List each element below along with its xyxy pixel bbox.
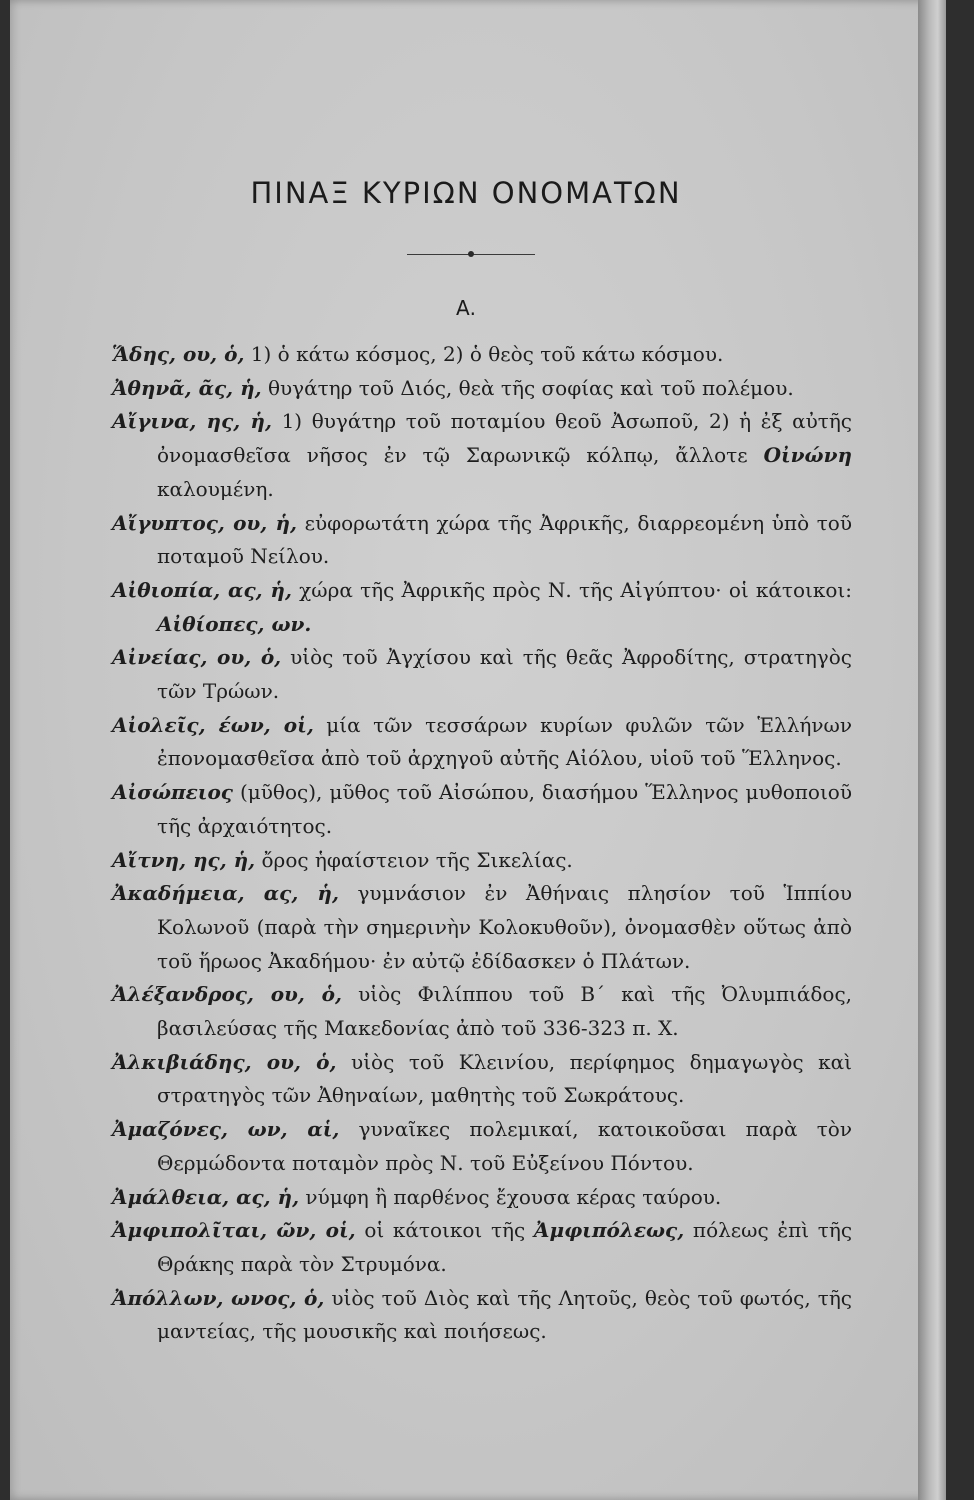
index-entry bbox=[112, 1214, 852, 1281]
entry-headword: Ἀλκιβιάδης, ου, ὁ, bbox=[112, 1049, 337, 1074]
entry-headword: Ἀμφιπολῖται, ῶν, οἱ, bbox=[112, 1218, 356, 1243]
entry-text: υἱὸς Φιλίππου τοῦ Β΄ καὶ τῆς Ὀλυμπιάδος, βασιλεύσας τῆς Μακεδονίας ἀπὸ τοῦ 336-323 π. Χ. bbox=[157, 982, 852, 1041]
entry-headword: Αἴγινα, ης, ἡ, bbox=[112, 409, 272, 434]
index-entry bbox=[112, 1181, 852, 1215]
entry-text: (μῦθος), μῦθος τοῦ Αἰσώπου, διασήμου Ἕλληνος μυθοποιοῦ τῆς ἀρχαιότητος. bbox=[157, 780, 853, 838]
entry-headword: Ἀλέξανδρος, ου, ὁ, bbox=[112, 982, 342, 1007]
entry-headword: Ἀθηνᾶ, ᾶς, ἡ, bbox=[112, 375, 262, 400]
entry-text-cont: πόλεως ἐπὶ τῆς Θράκης παρὰ τὸν Στρυμόνα. bbox=[157, 1218, 853, 1276]
entry-text: εὐφορωτάτη χώρα τῆς Ἀφρικῆς, διαρρεομένη ὑπὸ τοῦ ποταμοῦ Νείλου. bbox=[157, 510, 852, 569]
page-title: ΠΙΝΑΞ ΚΥΡΙΩΝ ΟΝΟΜΑΤΩΝ bbox=[250, 176, 682, 210]
index-entry bbox=[112, 844, 852, 878]
entry-text: υἱὸς τοῦ Ἀγχίσου καὶ τῆς θεᾶς Ἀφροδίτης, στρατηγὸς τῶν Τρώων. bbox=[157, 645, 852, 704]
entry-text: 1) θυγάτηρ τοῦ ποταμίου θεοῦ Ἀσωποῦ, 2) ἡ ἐξ αὐτῆς ὀνομασθεῖσα νῆσος ἐν τῷ Σαρωνικῷ κόλπῳ, ἄλλοτε bbox=[157, 409, 853, 468]
entry-text: μία τῶν τεσσάρων κυρίων φυλῶν τῶν Ἑλλήνων ἐπονομασθεῖσα ἀπὸ τοῦ ἀρχηγοῦ αὐτῆς Αἰόλου, υἱοῦ τοῦ Ἕλληνος. bbox=[157, 712, 853, 771]
entry-headword: Αἰσώπειος bbox=[112, 780, 233, 805]
index-entry bbox=[112, 1113, 852, 1180]
entry-text: υἱὸς τοῦ Διὸς καὶ τῆς Λητοῦς, θεὸς τοῦ φωτός, τῆς μαντείας, τῆς μουσικῆς καὶ ποιήσεως. bbox=[157, 1285, 852, 1344]
index-entry bbox=[112, 507, 852, 574]
entry-bold-name: Ἀμφιπόλεως, bbox=[533, 1218, 685, 1243]
index-entry bbox=[112, 776, 852, 843]
index-entry bbox=[112, 1046, 852, 1113]
index-entry bbox=[112, 641, 852, 708]
index-entry bbox=[112, 405, 852, 506]
section-letter: Α. bbox=[455, 296, 477, 320]
index-entry bbox=[112, 877, 852, 978]
entry-bold-name: Οἰνώνη bbox=[763, 443, 853, 468]
entry-headword: Ἀκαδήμεια, ας, ἡ, bbox=[112, 881, 339, 906]
entry-text: υἱὸς τοῦ Κλεινίου, περίφημος δημαγωγὸς καὶ στρατηγὸς τῶν Ἀθηναίων, μαθητὴς τοῦ Σωκράτους. bbox=[157, 1049, 852, 1108]
entry-headword: Αἴγυπτος, ου, ἡ, bbox=[112, 510, 297, 535]
entry-headword: Ἀπόλλων, ωνος, ὁ, bbox=[112, 1285, 325, 1310]
entry-text: γυναῖκες πολεμικαί, κατοικοῦσαι παρὰ τὸν Θερμώδοντα ποταμὸν πρὸς Ν. τοῦ Εὐξείνου Πόντου. bbox=[157, 1117, 852, 1175]
entry-text: νύμφη ἢ παρθένος ἔχουσα κέρας ταύρου. bbox=[305, 1184, 722, 1209]
divider-dot bbox=[468, 251, 474, 257]
entry-bold-name: Αἰθίοπες, ων. bbox=[157, 611, 312, 636]
entry-headword: Αἴτνη, ης, ἡ, bbox=[112, 847, 256, 872]
page-edge bbox=[918, 0, 946, 1500]
entry-text-cont: καλουμένη. bbox=[157, 476, 274, 501]
entry-headword: Ἀμαζόνες, ων, αἱ, bbox=[112, 1117, 340, 1142]
entry-headword: Αἰολεῖς, έων, οἱ, bbox=[112, 712, 314, 737]
entry-text: οἱ κάτοικοι τῆς bbox=[364, 1218, 526, 1243]
entry-text: γυμνάσιον ἐν Ἀθήναις πλησίον τοῦ Ἱππίου Κολωνοῦ (παρὰ τὴν σημερινὴν Κολοκυθοῦν), ὀνομασθὲν οὕτως ἀπὸ τοῦ ἥρωος Ἀκαδήμου· ἐν αὐτῷ ἐδίδασκεν ὁ Πλάτων. bbox=[157, 881, 852, 973]
entry-text: ὄρος ἡφαίστειον τῆς Σικελίας. bbox=[261, 847, 573, 872]
index-entry bbox=[112, 978, 852, 1045]
index-entry bbox=[112, 709, 852, 776]
entry-headword: Αἰνείας, ου, ὁ, bbox=[112, 645, 282, 670]
entry-text: θυγάτηρ τοῦ Διός, θεὰ τῆς σοφίας καὶ τοῦ πολέμου. bbox=[267, 375, 794, 400]
entry-text: χώρα τῆς Ἀφρικῆς πρὸς Ν. τῆς Αἰγύπτου· οἱ κάτοικοι: bbox=[299, 577, 852, 602]
index-entry bbox=[112, 372, 852, 406]
entry-text: 1) ὁ κάτω κόσμος, 2) ὁ θεὸς τοῦ κάτω κόσμου. bbox=[250, 342, 724, 366]
entry-headword: Αἰθιοπία, ας, ἡ, bbox=[112, 577, 292, 602]
index-entries bbox=[112, 338, 852, 1349]
index-entry bbox=[112, 574, 852, 641]
entry-headword: Ἀμάλθεια, ας, ἡ, bbox=[112, 1184, 300, 1209]
index-entry bbox=[112, 1282, 852, 1349]
entry-headword: Ἅδης, ου, ὁ, bbox=[112, 342, 245, 366]
index-entry bbox=[112, 338, 852, 372]
book-page bbox=[10, 0, 946, 1500]
